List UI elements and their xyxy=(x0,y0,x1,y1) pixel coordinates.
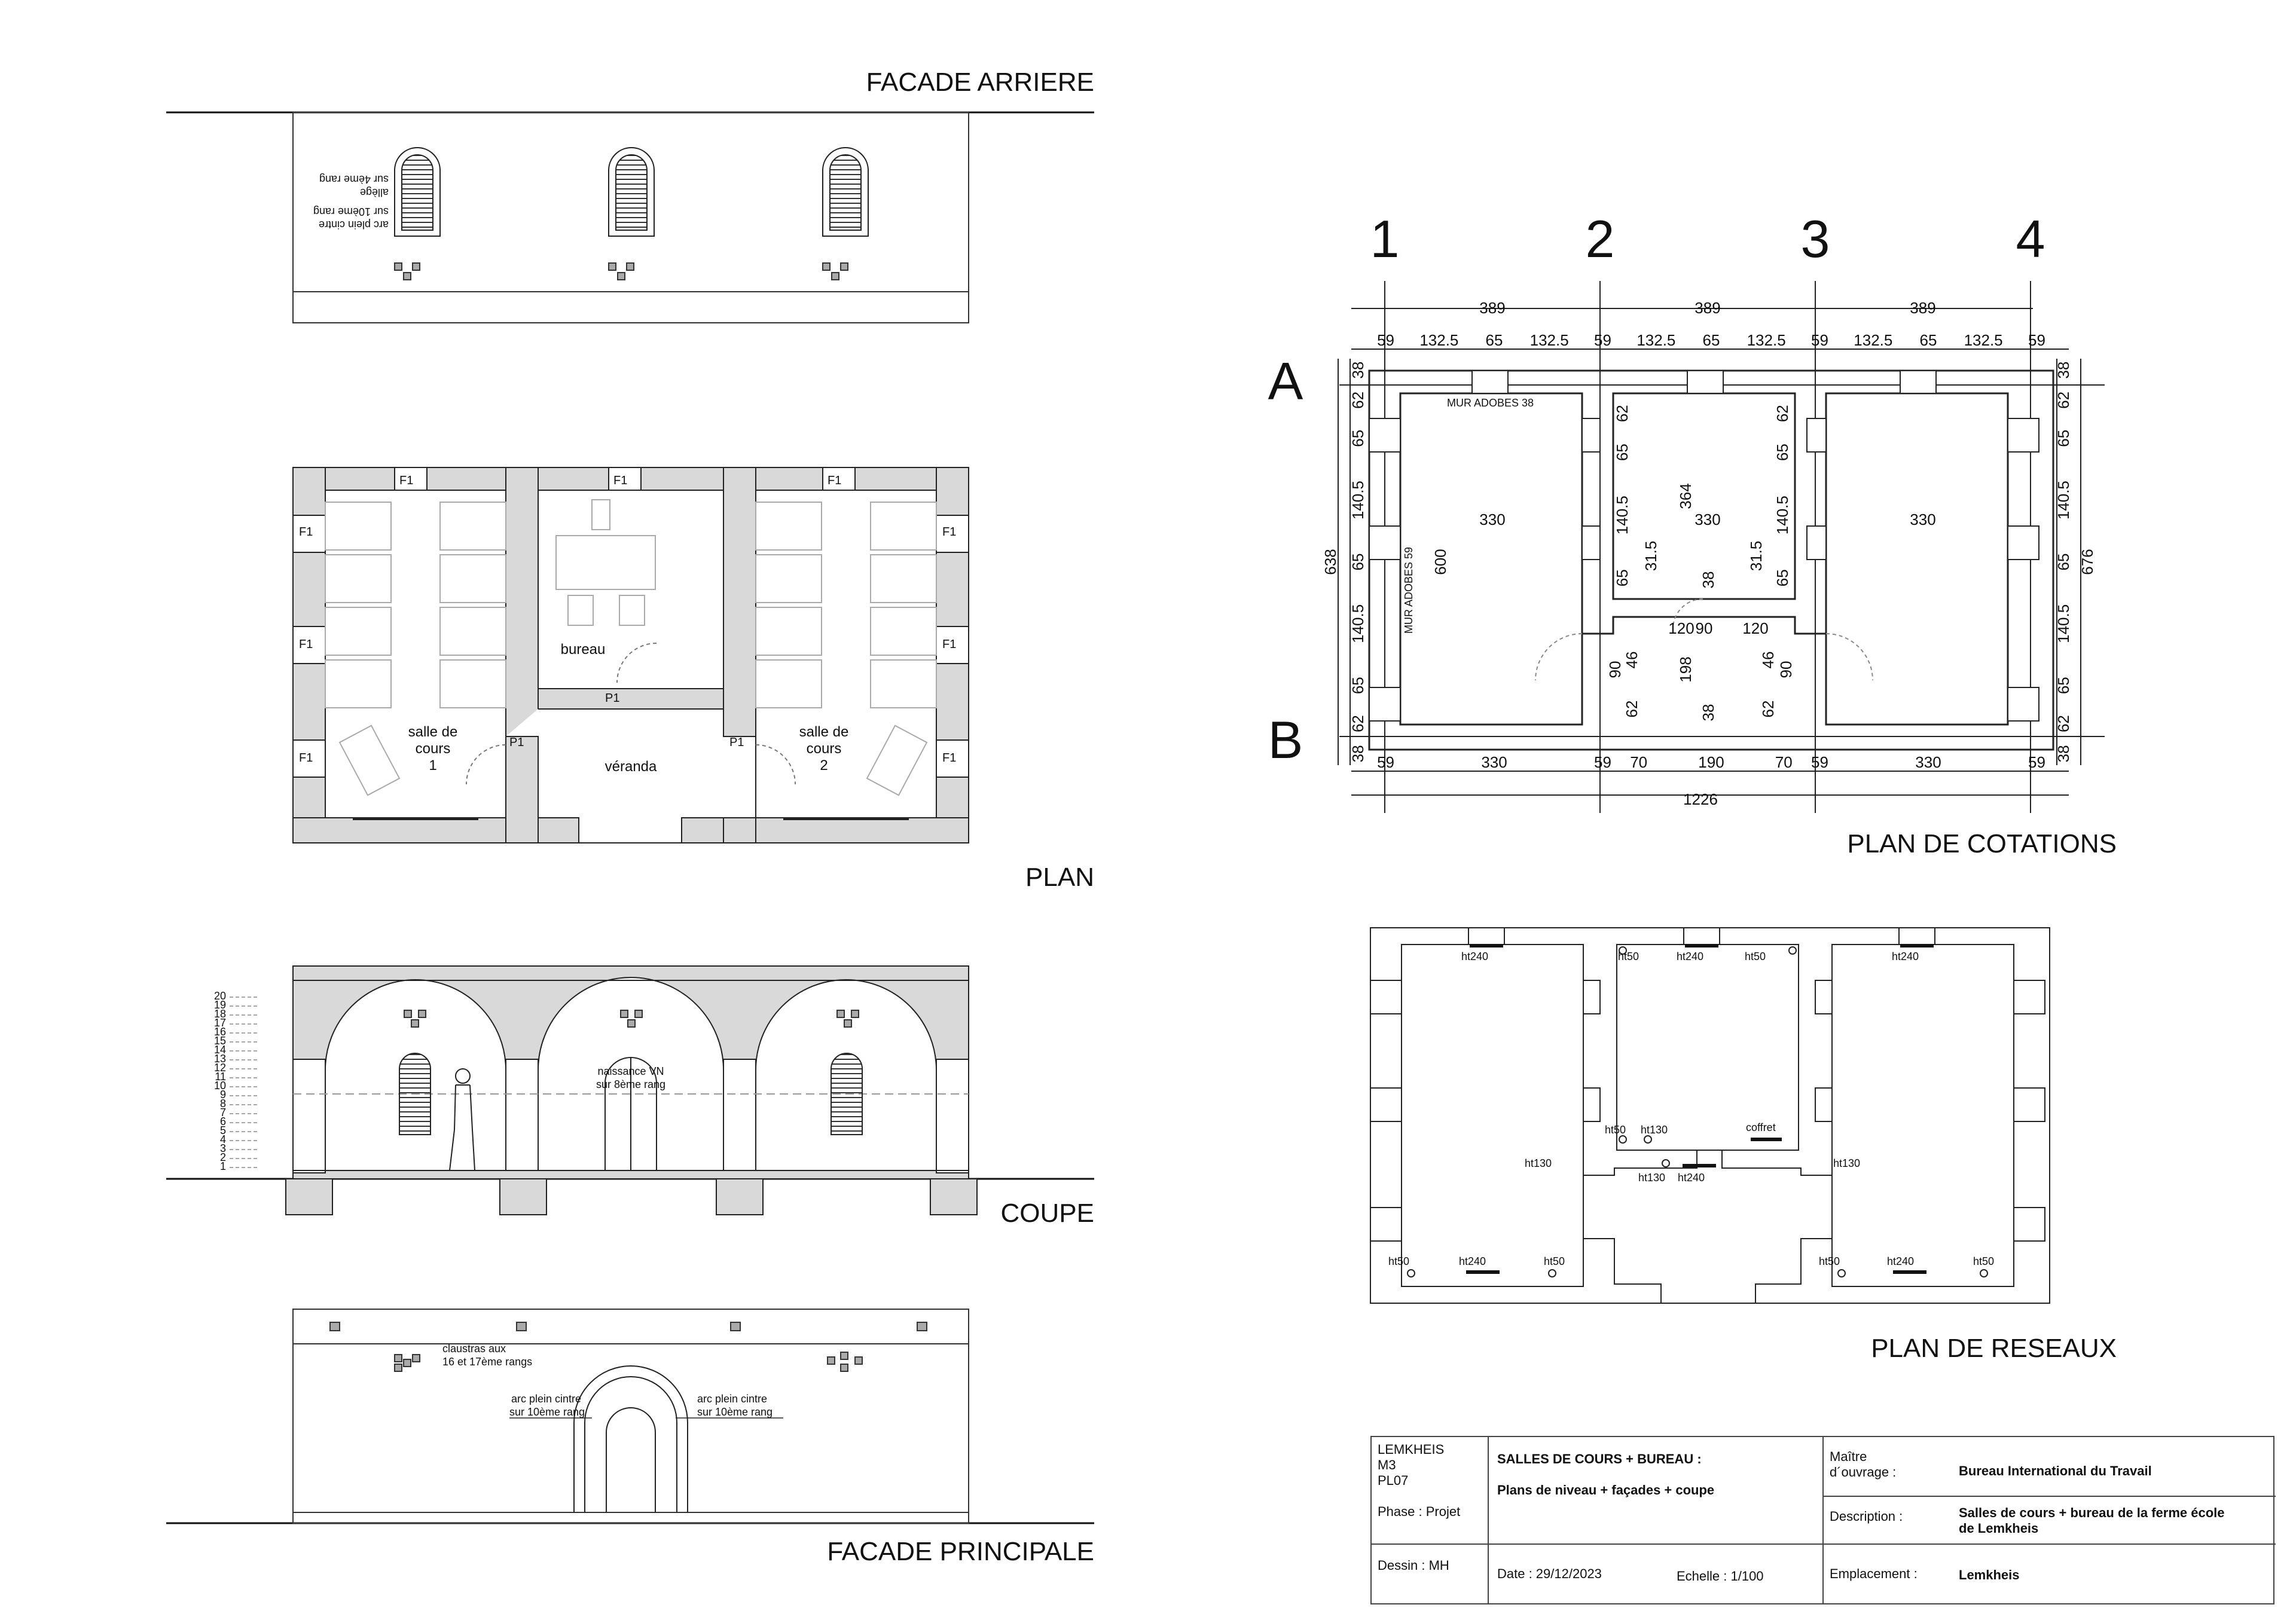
left-dim-8: 38 xyxy=(1349,745,1367,763)
svg-text:ht240: ht240 xyxy=(1459,1255,1486,1267)
date: Date : 29/12/2023 xyxy=(1497,1566,1602,1581)
course-number-3: 3 xyxy=(219,1142,226,1154)
project-block xyxy=(1489,1437,1824,1545)
description-value: Salles de cours + bureau de la ferme école de Lemkheis xyxy=(1959,1505,2225,1536)
course-scale xyxy=(214,990,258,1172)
rear-facade xyxy=(166,68,1094,323)
svg-text:allège: allège xyxy=(359,187,389,198)
svg-text:sur 10ème rang: sur 10ème rang xyxy=(313,206,389,218)
course-number-10: 10 xyxy=(213,1080,226,1092)
left-dim-1: 62 xyxy=(1349,391,1367,409)
bottom-dim-7: 330 xyxy=(1915,753,1941,771)
svg-text:389: 389 xyxy=(1910,299,1936,317)
left-dim-3: 140.5 xyxy=(1349,481,1367,520)
svg-text:364: 364 xyxy=(1677,483,1694,509)
top-dim-9: 132.5 xyxy=(1854,331,1893,349)
svg-text:ht130: ht130 xyxy=(1641,1124,1668,1136)
title-block xyxy=(1370,1436,2274,1604)
svg-text:1226: 1226 xyxy=(1683,790,1718,808)
rear-facade-title: FACADE ARRIERE xyxy=(866,68,1094,97)
svg-text:ht240: ht240 xyxy=(1887,1255,1915,1267)
course-number-11: 11 xyxy=(215,1071,226,1083)
left-dimension-segments xyxy=(1349,362,1367,763)
svg-text:F1: F1 xyxy=(299,638,313,651)
inner-left-dim-2: 140.5 xyxy=(1613,496,1631,535)
right-dim-5: 140.5 xyxy=(2054,604,2072,643)
svg-text:ht50: ht50 xyxy=(1544,1255,1565,1267)
network-plan-title: PLAN DE RESEAUX xyxy=(1871,1334,2117,1363)
module-code: M3 xyxy=(1378,1457,1396,1472)
floor-plan xyxy=(293,467,1094,892)
bottom-dim-5: 70 xyxy=(1775,753,1793,771)
left-dim-5: 140.5 xyxy=(1349,604,1367,643)
inner-right-dimension-segments xyxy=(1773,405,1791,586)
svg-text:P1: P1 xyxy=(729,736,744,749)
svg-text:cours: cours xyxy=(806,741,842,757)
svg-text:1: 1 xyxy=(1370,209,1400,268)
network-labels xyxy=(1388,950,1994,1267)
left-dim-2: 65 xyxy=(1349,429,1367,447)
svg-text:2: 2 xyxy=(820,757,828,774)
svg-text:4: 4 xyxy=(2016,209,2045,268)
svg-text:sur 8ème rang: sur 8ème rang xyxy=(596,1078,666,1090)
svg-text:F1: F1 xyxy=(299,525,313,539)
scale: Echelle : 1/100 xyxy=(1668,1545,1824,1603)
inner-right-dim-2: 140.5 xyxy=(1773,496,1791,535)
right-dim-7: 62 xyxy=(2054,715,2072,733)
arc-note-right xyxy=(676,1393,783,1418)
top-dim-0: 59 xyxy=(1377,331,1394,349)
top-dim-2: 65 xyxy=(1485,331,1503,349)
course-number-6: 6 xyxy=(219,1115,226,1127)
svg-text:62: 62 xyxy=(1623,700,1641,718)
project-title: SALLES DE COURS + BUREAU : xyxy=(1497,1451,1702,1466)
course-number-17: 17 xyxy=(213,1017,226,1029)
svg-text:F1: F1 xyxy=(942,751,957,765)
dimension-plan xyxy=(1268,209,2117,858)
svg-text:330: 330 xyxy=(1910,511,1936,528)
svg-text:90: 90 xyxy=(1695,619,1713,637)
location-row xyxy=(1824,1545,2276,1603)
top-dim-10: 65 xyxy=(1919,331,1937,349)
inner-left-dim-3: 65 xyxy=(1613,569,1631,587)
svg-text:F1: F1 xyxy=(942,525,957,539)
title-block-id xyxy=(1372,1437,1489,1545)
top-dim-3: 132.5 xyxy=(1529,331,1569,349)
bottom-dim-3: 70 xyxy=(1630,753,1648,771)
inner-left-dimension-segments xyxy=(1613,405,1631,586)
section-view xyxy=(166,966,1094,1228)
course-number-8: 8 xyxy=(219,1098,226,1109)
svg-text:ht240: ht240 xyxy=(1678,1172,1705,1184)
top-dim-11: 132.5 xyxy=(1964,331,2003,349)
svg-text:ht50: ht50 xyxy=(1388,1255,1410,1267)
svg-text:arc plein cintre: arc plein cintre xyxy=(697,1393,768,1405)
svg-text:ht50: ht50 xyxy=(1973,1255,1995,1267)
rear-window-2 xyxy=(609,148,654,236)
svg-text:arc plein cintre: arc plein cintre xyxy=(511,1393,582,1405)
network-plan xyxy=(1370,928,2117,1363)
course-number-15: 15 xyxy=(213,1035,226,1047)
svg-text:120: 120 xyxy=(1668,619,1694,637)
svg-text:198: 198 xyxy=(1677,656,1694,683)
rear-window-1 xyxy=(395,148,440,236)
svg-text:ht130: ht130 xyxy=(1833,1157,1861,1169)
svg-text:claustras aux: claustras aux xyxy=(442,1343,506,1355)
owner-row xyxy=(1824,1437,2276,1497)
inner-right-dim-3: 65 xyxy=(1773,569,1791,587)
svg-text:2: 2 xyxy=(1585,209,1615,268)
svg-text:cours: cours xyxy=(415,741,451,757)
course-number-19: 19 xyxy=(213,999,226,1011)
top-dim-5: 132.5 xyxy=(1636,331,1676,349)
bottom-dim-8: 59 xyxy=(2028,753,2045,771)
arc-note-left xyxy=(509,1393,592,1418)
course-number-14: 14 xyxy=(213,1044,226,1056)
section-title: COUPE xyxy=(1000,1199,1094,1228)
bottom-dim-4: 190 xyxy=(1698,753,1724,771)
top-dim-6: 65 xyxy=(1702,331,1720,349)
bottom-dim-6: 59 xyxy=(1811,753,1828,771)
svg-text:ht50: ht50 xyxy=(1618,950,1639,962)
svg-text:coffret: coffret xyxy=(1746,1121,1776,1133)
svg-text:A: A xyxy=(1268,352,1303,411)
dimension-plan-title: PLAN DE COTATIONS xyxy=(1847,829,2117,858)
svg-text:3: 3 xyxy=(1800,209,1830,268)
svg-text:600: 600 xyxy=(1431,549,1449,575)
inner-right-dim-1: 65 xyxy=(1773,444,1791,461)
svg-text:ht240: ht240 xyxy=(1677,950,1704,962)
inner-right-dim-0: 62 xyxy=(1773,405,1791,423)
svg-text:MUR ADOBES 38: MUR ADOBES 38 xyxy=(1447,397,1534,409)
svg-text:salle de: salle de xyxy=(799,724,849,740)
svg-text:P1: P1 xyxy=(605,692,620,705)
right-dim-2: 65 xyxy=(2054,429,2072,447)
project-subtitle: Plans de niveau + façades + coupe xyxy=(1497,1483,1715,1497)
top-dimension-segments xyxy=(1377,331,2045,349)
svg-text:ht240: ht240 xyxy=(1461,950,1489,962)
site-name: LEMKHEIS xyxy=(1378,1442,1445,1457)
right-dim-1: 62 xyxy=(2054,391,2072,409)
svg-text:ht50: ht50 xyxy=(1819,1255,1840,1267)
svg-text:38: 38 xyxy=(1699,571,1717,589)
course-number-7: 7 xyxy=(219,1107,226,1118)
bottom-dim-2: 59 xyxy=(1594,753,1611,771)
svg-text:salle de: salle de xyxy=(408,724,458,740)
right-dim-4: 65 xyxy=(2054,553,2072,571)
svg-text:46: 46 xyxy=(1759,651,1777,669)
svg-text:ht130: ht130 xyxy=(1525,1157,1552,1169)
rear-window-3 xyxy=(823,148,868,236)
svg-text:676: 676 xyxy=(2078,549,2096,575)
bottom-dim-1: 330 xyxy=(1481,753,1507,771)
svg-text:330: 330 xyxy=(1479,511,1506,528)
svg-text:1: 1 xyxy=(429,757,437,774)
svg-text:ht240: ht240 xyxy=(1892,950,1919,962)
rear-facade-note xyxy=(313,173,389,231)
inner-left-dim-0: 62 xyxy=(1613,405,1631,423)
room-office: bureau xyxy=(560,641,606,658)
course-number-1: 1 xyxy=(219,1160,226,1172)
svg-text:F1: F1 xyxy=(613,474,628,487)
svg-text:ht50: ht50 xyxy=(1605,1124,1626,1136)
left-dim-0: 38 xyxy=(1349,361,1367,379)
plan-title: PLAN xyxy=(1025,863,1094,892)
svg-text:38: 38 xyxy=(1699,704,1717,722)
svg-text:P1: P1 xyxy=(509,736,524,749)
left-dim-6: 65 xyxy=(1349,677,1367,695)
rear-claustras xyxy=(395,263,848,280)
front-facade-title: FACADE PRINCIPALE xyxy=(827,1537,1094,1566)
left-dim-4: 65 xyxy=(1349,553,1367,571)
inner-left-dim-1: 65 xyxy=(1613,444,1631,461)
right-dim-3: 140.5 xyxy=(2054,481,2072,520)
location-value: Lemkheis xyxy=(1959,1567,2020,1582)
svg-text:389: 389 xyxy=(1479,299,1506,317)
svg-text:F1: F1 xyxy=(828,474,842,487)
owner-label: Maître d´ouvrage : xyxy=(1830,1449,1897,1480)
svg-text:ht50: ht50 xyxy=(1745,950,1766,962)
course-number-2: 2 xyxy=(219,1151,226,1163)
top-dim-7: 132.5 xyxy=(1747,331,1786,349)
svg-text:sur 10ème rang: sur 10ème rang xyxy=(697,1406,773,1418)
phase: Phase : Projet xyxy=(1378,1504,1461,1519)
svg-text:sur 10ème rang: sur 10ème rang xyxy=(509,1406,585,1418)
svg-text:16 et 17ème rangs: 16 et 17ème rangs xyxy=(442,1356,533,1368)
top-dim-4: 59 xyxy=(1594,331,1611,349)
right-dim-8: 38 xyxy=(2054,745,2072,763)
right-dim-6: 65 xyxy=(2054,677,2072,695)
right-dim-0: 38 xyxy=(2054,361,2072,379)
top-dim-1: 132.5 xyxy=(1419,331,1459,349)
top-dim-12: 59 xyxy=(2028,331,2045,349)
course-number-20: 20 xyxy=(213,990,226,1002)
course-number-13: 13 xyxy=(213,1053,226,1065)
svg-text:MUR ADOBES 59: MUR ADOBES 59 xyxy=(1403,546,1415,634)
front-facade xyxy=(166,1309,1094,1566)
svg-text:F1: F1 xyxy=(399,474,414,487)
svg-text:F1: F1 xyxy=(299,751,313,765)
svg-text:120: 120 xyxy=(1742,619,1769,637)
svg-text:31.5: 31.5 xyxy=(1642,540,1660,571)
svg-text:naissance VN: naissance VN xyxy=(597,1065,664,1077)
left-dim-7: 62 xyxy=(1349,715,1367,733)
svg-text:62: 62 xyxy=(1759,700,1777,718)
svg-text:B: B xyxy=(1268,710,1303,769)
owner-value: Bureau International du Travail xyxy=(1959,1463,2152,1478)
svg-text:638: 638 xyxy=(1321,549,1339,575)
bottom-dimension-segments xyxy=(1377,753,2045,771)
svg-text:90: 90 xyxy=(1606,661,1624,678)
course-number-16: 16 xyxy=(213,1026,226,1038)
svg-text:ht130: ht130 xyxy=(1638,1172,1666,1184)
course-number-18: 18 xyxy=(213,1008,226,1020)
description-label: Description : xyxy=(1830,1509,1903,1524)
course-number-12: 12 xyxy=(213,1062,226,1074)
sheet-code: PL07 xyxy=(1378,1473,1409,1488)
course-number-5: 5 xyxy=(219,1124,226,1136)
svg-text:sur 4ème rang: sur 4ème rang xyxy=(319,173,389,185)
svg-text:arc plein cintre: arc plein cintre xyxy=(318,219,389,231)
description-row xyxy=(1824,1497,2276,1545)
svg-text:F1: F1 xyxy=(942,638,957,651)
svg-text:330: 330 xyxy=(1694,511,1721,528)
bottom-dim-0: 59 xyxy=(1377,753,1394,771)
drawn-by: Dessin : MH xyxy=(1372,1545,1489,1603)
svg-text:46: 46 xyxy=(1623,651,1641,669)
room-veranda: véranda xyxy=(604,759,657,775)
svg-text:90: 90 xyxy=(1777,661,1795,678)
course-number-4: 4 xyxy=(219,1133,226,1145)
svg-text:389: 389 xyxy=(1694,299,1721,317)
claustra-note xyxy=(442,1343,532,1368)
location-label: Emplacement : xyxy=(1830,1566,1918,1581)
course-number-9: 9 xyxy=(219,1089,226,1101)
svg-text:31.5: 31.5 xyxy=(1747,540,1765,571)
top-dim-8: 59 xyxy=(1811,331,1828,349)
